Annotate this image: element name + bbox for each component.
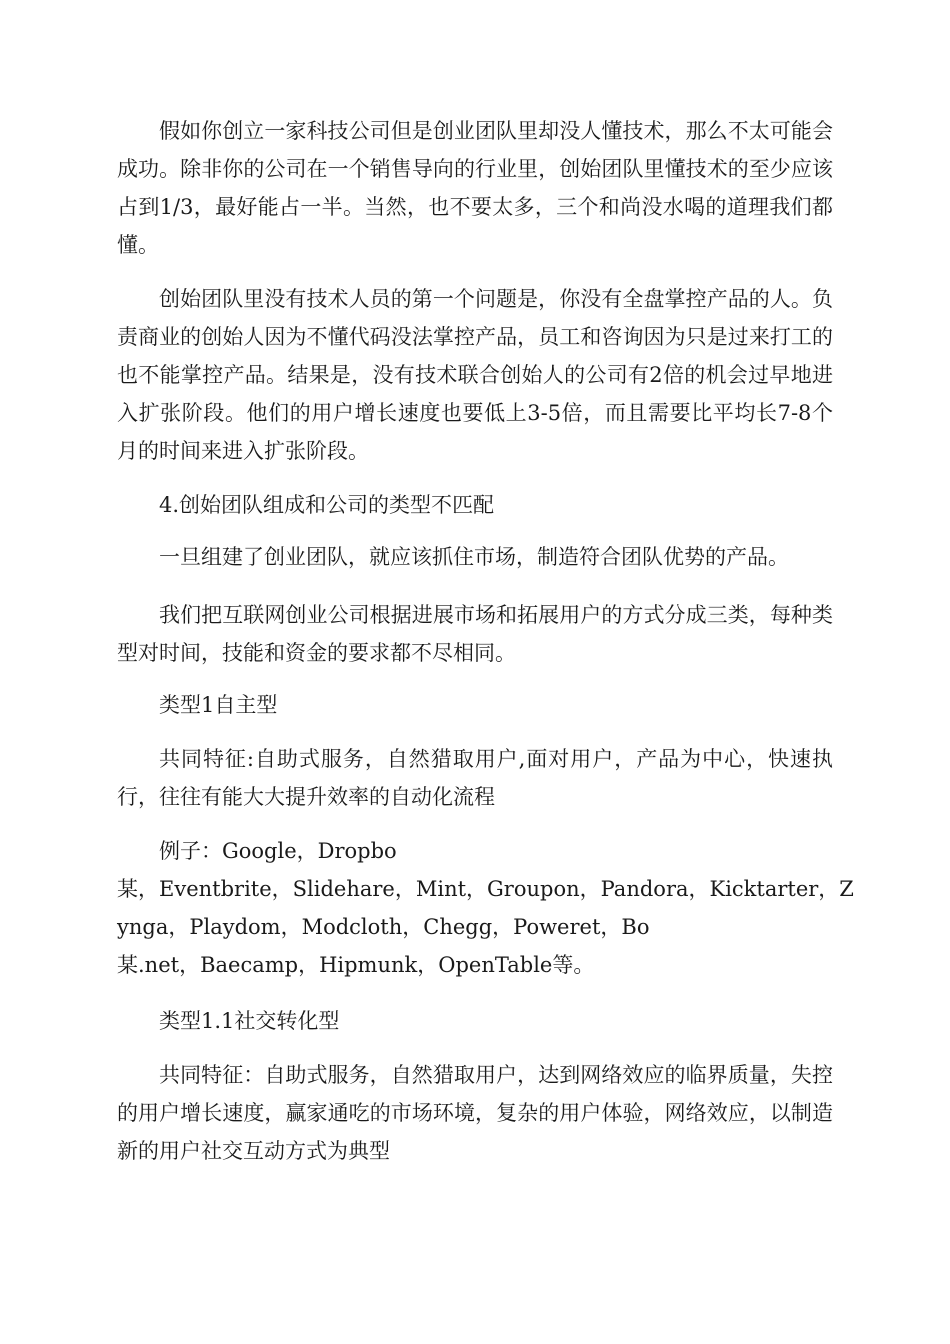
example-line: ynga，Playdom，Modcloth，Chegg，Poweret，Bo <box>117 915 650 939</box>
paragraph-seize-market: 一旦组建了创业团队，就应该抓住市场，制造符合团队优势的产品。 <box>159 545 789 569</box>
paragraph-social-traits: 共同特征：自助式服务，自然猎取用户，达到网络效应的临界质量，失控的用户增长速度，赢家通吃的市场环境，复杂的用户体验，网络效应，以制造新的用户社交互动方式为典型 <box>117 1063 833 1163</box>
paragraph-tech-founder: 假如你创立一家科技公司但是创业团队里却没人懂技术，那么不太可能会成功。除非你的公司在一个销售导向的行业里，创始团队里懂技术的至少应该占到1/3，最好能占一半。当然，也不要太多，三个和尚没水喝的道理我们都懂。 <box>117 119 833 257</box>
example-line: 某.net，Baecamp，Hipmunk，OpenTable等。 <box>117 953 595 977</box>
section-heading-mismatch: 4.创始团队组成和公司的类型不匹配 <box>159 493 495 517</box>
example-line: 例子：Google，Dropbo <box>159 839 397 863</box>
examples-block <box>117 832 854 984</box>
paragraph-no-tech-problem: 创始团队里没有技术人员的第一个问题是，你没有全盘掌控产品的人。负责商业的创始人因为不懂代码没法掌控产品，员工和咨询因为只是过来打工的也不能掌控产品。结果是，没有技术联合创始人的公司有2倍的机会过早地进入扩张阶段。他们的用户增长速度也要低上3-5倍，而且需要比平均长7-8个月的时间来进入扩张阶段。 <box>117 287 833 463</box>
type-heading-social: 类型1.1社交转化型 <box>159 1009 340 1033</box>
paragraph-three-types: 我们把互联网创业公司根据进展市场和拓展用户的方式分成三类，每种类型对时间，技能和资金的要求都不尽相同。 <box>117 603 833 665</box>
paragraph-autonomous-traits: 共同特征:自助式服务，自然猎取用户,面对用户，产品为中心，快速执行，往往有能大大提升效率的自动化流程 <box>117 747 833 809</box>
type-heading-autonomous: 类型1自主型 <box>159 693 278 717</box>
example-line: 某，Eventbrite，Slidehare，Mint，Groupon，Pandora，Kicktarter，Z <box>117 877 854 901</box>
